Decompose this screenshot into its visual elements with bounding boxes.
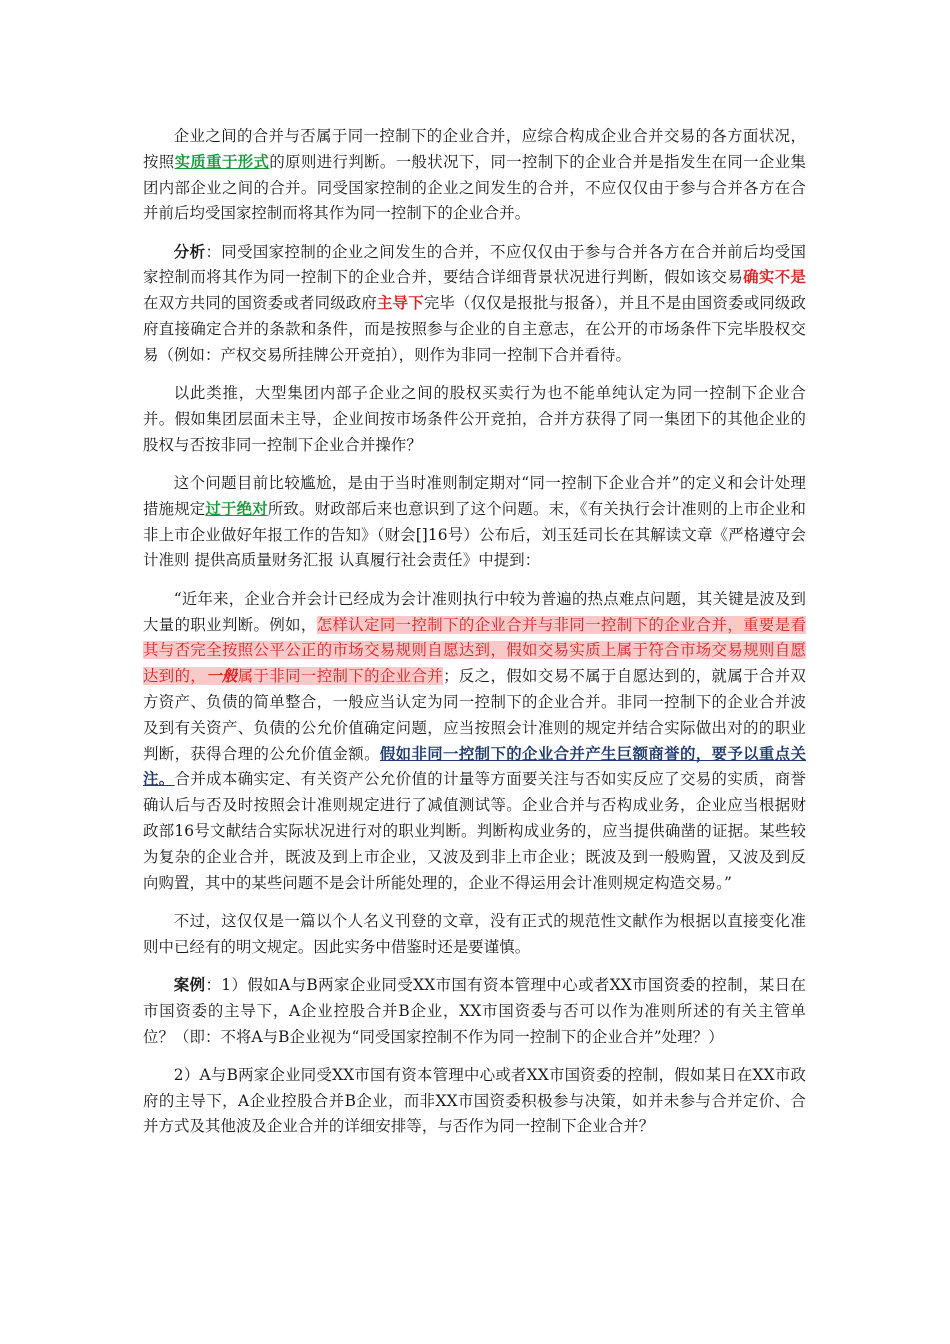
red-emphasis: 确实不是 (743, 268, 806, 287)
text: 的原则进行判断。一般状况下，同一控制下的企业合并是指发生在同一企业集团内部企业之间的合并。同受国家控制的企业之间发生的合并，不应仅仅由于参与合并各方在合并前后均受国家控制而将其作为同一控制下的企业合并。 (143, 152, 807, 223)
text: 企业之间的合并与否属于同一控制下的企业合并，应综合构成企业合并交易的各方面状况，按照 (143, 127, 806, 171)
highlighted-text: 怎样认定同一控制下的企业合并与非同一控制下的企业合并，重要是看其与否完全按照公平公正的市场交易规则自愿达到，假如交易实质上属于符合市场交易规则自愿达到的， (143, 615, 806, 686)
paragraph-1 (143, 124, 806, 227)
text: 所致。财政部后来也意识到了这个问题。末，《有关执行会计准则的上市企业和非上市企业做好年报工作的告知》（财会[]16号）公布后，刘玉廷司长在其解读文章《严格遵守会计准则 提供高质量财务汇报 认真履行社会责任》中提到： (143, 499, 806, 570)
text: 这个问题目前比较尴尬，是由于当时准则制定期对“同一控制下企业合并”的定义和会计处理措施规定 (143, 474, 806, 518)
highlighted-text: 属于非同一控制下的企业合并 (237, 667, 444, 686)
red-emphasis: 主导下 (377, 294, 424, 313)
text: 完毕（仅仅是报批与报备），并且不是由国资委或同级政府直接确定合并的条款和条件，而是按照参与企业的自主意志，在公开的市场条件下完毕股权交易（例如：产权交易所挂牌公开竞拍），则作为非同一控制下合并看待。 (143, 294, 806, 364)
text: 以此类推，大型集团内部子企业之间的股权买卖行为也不能单纯认定为同一控制下企业合并。假如集团层面未主导，企业间按市场条件公开竞拍，合并方获得了同一集团下的其他企业的股权与否按非同一控制下企业合并操作？ (143, 384, 806, 454)
blue-underlined-text: 假如非同一控制下的企业合并产生巨额商誉的，要予以重点关注。 (143, 744, 806, 789)
paragraph-6 (143, 909, 806, 961)
text: “近年来，企业合并会计已经成为会计准则执行中较为普遍的热点难点问题，其关键是波及到大量的职业判断。例如， (143, 589, 806, 634)
green-emphasis: 实质重于形式 (174, 152, 270, 171)
text: 2）A与B两家企业同受XX市国有资本管理中心或者XX市国资委的控制，假如某日在XX市政府的主导下，A企业控股合并B企业，而非XX市国资委积极参与决策，如并未参与合并定价、合并方式及其他波及企业合并的详细安排等，与否作为同一控制下企业合并？ (143, 1065, 806, 1136)
paragraph-3 (143, 381, 806, 458)
text: ：同受国家控制的企业之间发生的合并，不应仅仅由于参与合并各方在合并前后均受国家控制而将其作为同一控制下的企业合并，要结合详细背景状况进行判断，假如该交易 (143, 242, 806, 287)
paragraph-4 (143, 471, 806, 574)
text: ：1）假如A与B两家企业同受XX市国有资本管理中心或者XX市国资委的控制，某日在市国资委的主导下，A企业控股合并B企业，XX市国资委与否可以作为准则所述的有关主管单位？（即：不将A与B企业视为“同受国家控制不作为同一控制下的企业合并”处理？） (143, 975, 807, 1046)
text: 不过，这仅仅是一篇以个人名义刊登的文章，没有正式的规范性文献作为根据以直接变化准则中已经有的明文规定。因此实务中借鉴时还是要谨慎。 (143, 911, 806, 956)
highlighted-bold-text: 一般 (206, 667, 238, 686)
green-emphasis: 过于绝对 (205, 499, 268, 518)
paragraph-analysis (143, 240, 806, 369)
case-label: 案例 (173, 975, 206, 994)
text: 合并成本确实定、有关资产公允价值的计量等方面要关注与否如实反应了交易的实质，商誉确认后与否及时按照会计准则规定进行了减值测试等。企业合并与否构成业务，企业应当根据财政部16号文献结合实际状况进行对的职业判断。判断构成业务的，应当提供确凿的证据。某些较为复杂的企业合并，既波及到上市企业，又波及到非上市企业；既波及到一般购置，又波及到反向购置，其中的某些问题不是会计所能处理的，企业不得运用会计准则规定构造交易。” (143, 770, 806, 892)
text: 在双方共同的国资委或者同级政府 (143, 294, 377, 313)
document-body (143, 124, 806, 1153)
paragraph-case (143, 973, 806, 1050)
text: ；反之，假如交易不属于自愿达到的，就属于合并双方资产、负债的简单整合，一般应当认定为同一控制下的企业合并。非同一控制下的企业合并波及到有关资产、负债的公允价值确定问题，应当按照会计准则的规定并结合实际做出对的的职业判断，获得合理的公允价值金额。 (143, 667, 806, 763)
analysis-label: 分析 (173, 242, 206, 261)
paragraph-case-2 (143, 1063, 806, 1140)
paragraph-quote (143, 587, 806, 897)
